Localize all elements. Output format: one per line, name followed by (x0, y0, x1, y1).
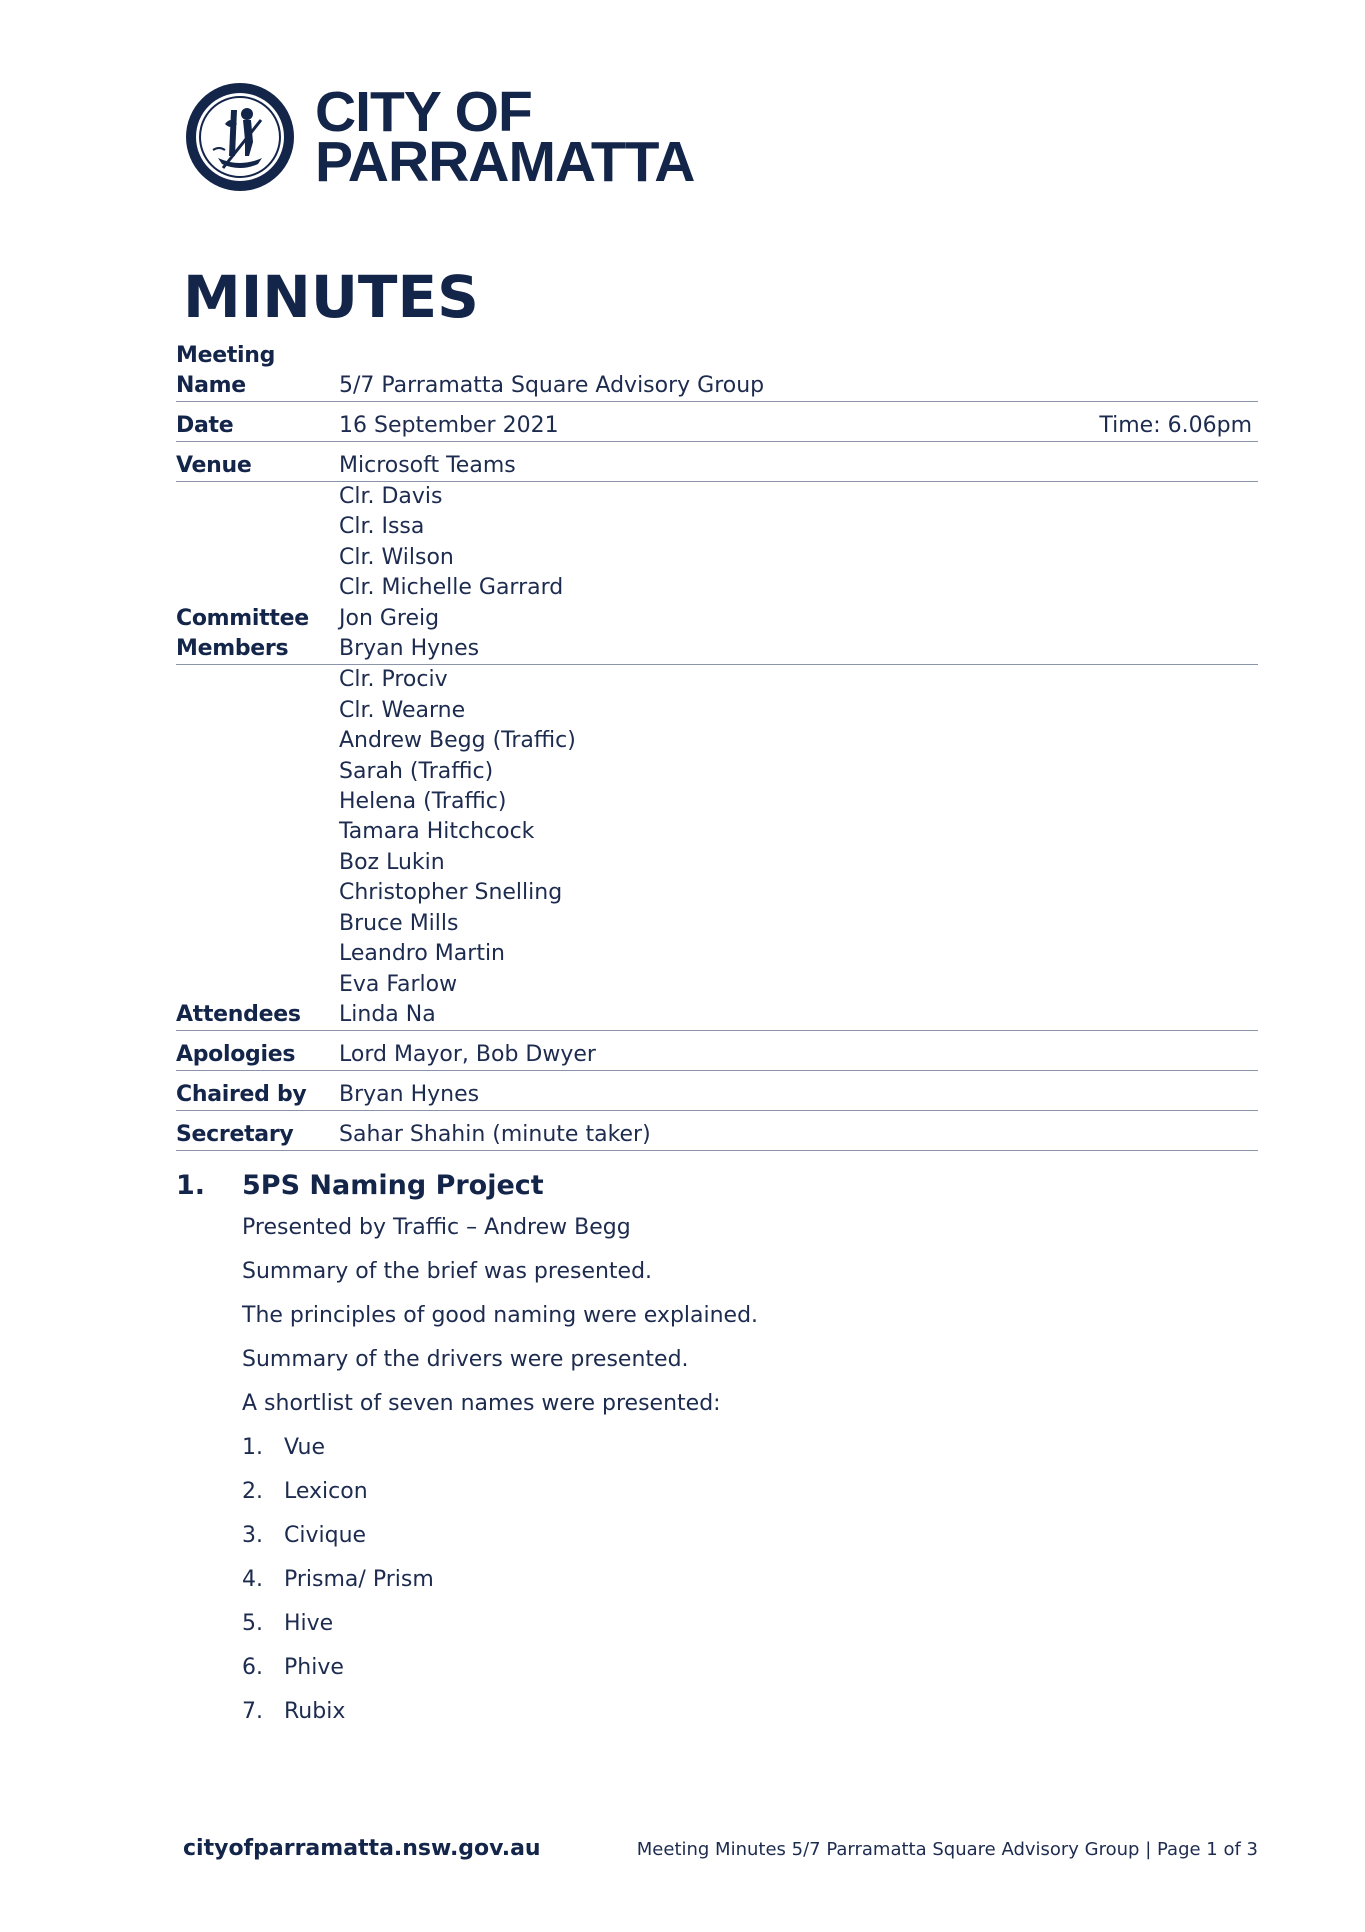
item-name: Civique (284, 1523, 367, 1548)
committee-label (176, 604, 339, 664)
name-shortlist (242, 1426, 1258, 1734)
secretary-label: Secretary (176, 1122, 294, 1148)
attendees-row (176, 665, 1258, 1031)
footer-page-info: Meeting Minutes 5/7 Parramatta Square Advisory Group | Page 1 of 3 (636, 1839, 1258, 1860)
chaired-by-label: Chaired by (176, 1082, 307, 1108)
paragraph: The principles of good naming were explained. (242, 1303, 759, 1328)
committee-row (176, 482, 1258, 665)
section-body (242, 1206, 1258, 1734)
date-label: Date (176, 413, 234, 438)
item-name: Lexicon (284, 1479, 368, 1504)
item-number: 2. (242, 1479, 263, 1504)
section-title: 5PS Naming Project (242, 1170, 544, 1201)
committee-members-list (339, 482, 1258, 664)
list-item: Tamara Hitchcock (339, 819, 535, 845)
list-item (242, 1602, 1258, 1646)
list-item: Christopher Snelling (339, 880, 563, 906)
logo-line-2: PARRAMATTA (315, 130, 695, 194)
list-item: Boz Lukin (339, 849, 445, 875)
list-item (242, 1646, 1258, 1690)
logo-line-1: CITY OF (315, 80, 532, 144)
secretary-row (176, 1111, 1258, 1151)
venue-label: Venue (176, 453, 252, 478)
apologies-row (176, 1031, 1258, 1071)
committee-label-line1: Committee (176, 606, 309, 632)
list-item (242, 1426, 1258, 1470)
city-seal-icon (183, 80, 297, 194)
list-item (242, 1470, 1258, 1514)
attendees-label: Attendees (176, 1002, 301, 1028)
logo-wordmark (315, 80, 695, 194)
item-name: Hive (284, 1611, 334, 1636)
list-item (242, 1514, 1258, 1558)
chaired-by-value: Bryan Hynes (339, 1082, 480, 1108)
list-item (242, 1558, 1258, 1602)
list-item: Clr. Michelle Garrard (339, 575, 564, 601)
secretary-value: Sahar Shahin (minute taker) (339, 1122, 651, 1148)
list-item: Leandro Martin (339, 941, 505, 967)
list-item: Linda Na (339, 1001, 436, 1027)
meeting-name-row (176, 343, 1258, 402)
section-naming-project (176, 1166, 1258, 1734)
paragraph: Summary of the brief was presented. (242, 1259, 653, 1284)
apologies-label: Apologies (176, 1042, 296, 1068)
list-item: Clr. Davis (339, 484, 443, 509)
item-name: Rubix (284, 1699, 346, 1724)
item-name: Prisma/ Prism (284, 1567, 434, 1592)
list-item: Sarah (Traffic) (339, 758, 494, 784)
committee-label-line2: Members (176, 636, 289, 662)
list-item (242, 1690, 1258, 1734)
page-footer (183, 1836, 1258, 1861)
chaired-by-row (176, 1071, 1258, 1111)
time-value: Time: 6.06pm (1099, 413, 1252, 438)
section-heading (176, 1166, 1258, 1206)
item-name: Phive (284, 1655, 344, 1680)
list-item: Clr. Wearne (339, 697, 466, 723)
list-item: Eva Farlow (339, 971, 458, 997)
section-number: 1. (176, 1170, 206, 1201)
apologies-value: Lord Mayor, Bob Dwyer (339, 1042, 596, 1068)
item-name: Vue (284, 1435, 326, 1460)
list-item: Clr. Wilson (339, 544, 454, 570)
meeting-details-table (176, 343, 1258, 1151)
item-number: 1. (242, 1435, 263, 1460)
item-number: 7. (242, 1699, 263, 1724)
date-value: 16 September 2021 (339, 413, 559, 438)
item-number: 4. (242, 1567, 263, 1592)
list-item: Andrew Begg (Traffic) (339, 728, 576, 754)
city-logo (183, 80, 694, 194)
item-number: 3. (242, 1523, 263, 1548)
paragraph: Summary of the drivers were presented. (242, 1347, 689, 1372)
venue-row (176, 442, 1258, 482)
list-item: Bryan Hynes (339, 636, 480, 662)
list-item: Clr. Issa (339, 514, 425, 540)
list-item: Jon Greig (339, 605, 440, 631)
item-number: 6. (242, 1655, 263, 1680)
item-number: 5. (242, 1611, 263, 1636)
paragraph: Presented by Traffic – Andrew Begg (242, 1215, 631, 1240)
venue-value: Microsoft Teams (339, 453, 516, 478)
meeting-name-label: Meeting Name (176, 343, 276, 398)
attendees-list (339, 665, 1258, 1030)
list-item: Helena (Traffic) (339, 789, 507, 815)
paragraph: A shortlist of seven names were presented: (242, 1391, 721, 1416)
page-title: MINUTES (183, 263, 479, 331)
date-value-cell (339, 411, 1258, 441)
list-item: Bruce Mills (339, 910, 459, 936)
date-row (176, 402, 1258, 442)
meeting-name-value: 5/7 Parramatta Square Advisory Group (339, 373, 765, 398)
footer-url[interactable]: cityofparramatta.nsw.gov.au (183, 1836, 541, 1861)
list-item: Clr. Prociv (339, 667, 448, 693)
